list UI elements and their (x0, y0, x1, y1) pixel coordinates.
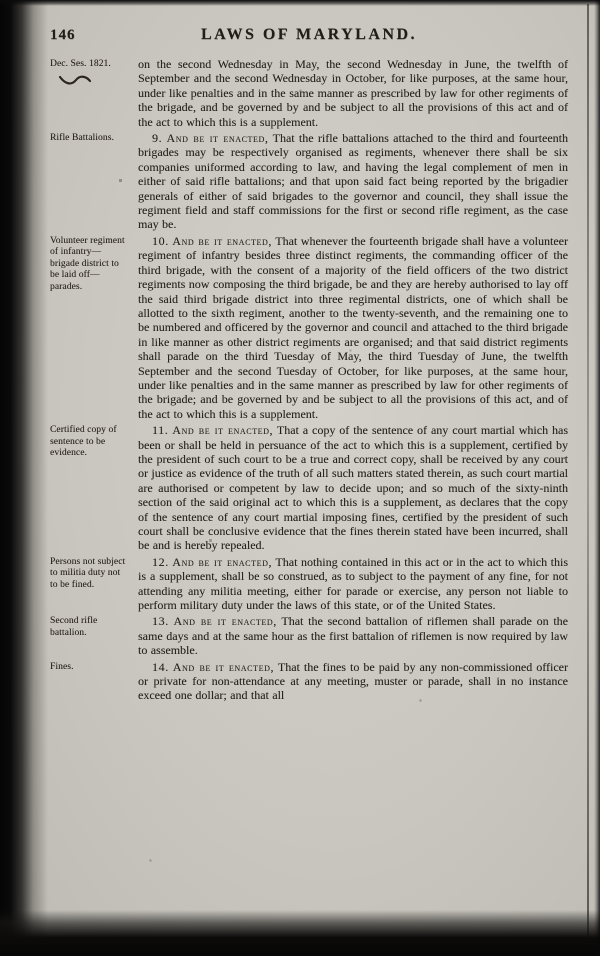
page-header (50, 26, 568, 44)
paragraph-text: That the rifle battalions attached to the third and fourteenth brigades may be respectively organised as regiments, whenever there shall be six companies uniformed according to law, and having the legal complement of men in either of said rifle battalions; and that upon said fact being reported by the brigadier generals of either of said brigades to the governor and council, they shall issue the regiment field and staff commissions for the first or second rifle regiment, as the case may be. (138, 131, 568, 232)
enacting-clause: 10. And be it enacted, (152, 233, 272, 248)
enacting-clause: 9. And be it enacted, (152, 131, 269, 146)
margin-note (50, 234, 138, 421)
paragraph-text: That nothing contained in this act or in the act to which this is a supplement, shall be so construed, as to subject to the payment of any fine, for not attending any militia meeting, either for parade or exercise, any person not liable to perform military duty under the laws of this state, or of the United States. (138, 554, 568, 613)
paragraph-text: on the second Wednesday in May, the second Wednesday in June, the twelfth of September and the second Wednesday in October, for like purposes, at the same hour, under like penalties and in the same manner as prescribed by law for other regiments of the brigade, and be governed by and be subject to all the provisions of this act and of the act to which this is a supplement. (138, 57, 568, 129)
margin-note (50, 131, 138, 232)
margin-note (50, 57, 138, 129)
margin-note-text: Certified copy of sentence to be evidence. (50, 425, 117, 459)
margin-note-text: Fines. (50, 661, 74, 672)
margin-note (50, 614, 138, 657)
statute-section (50, 57, 568, 129)
page-number: 146 (50, 27, 76, 43)
enacting-clause: 12. And be it enacted, (152, 554, 273, 569)
margin-note-text: Volunteer regiment of infantry—brigade district to be laid off—parades. (50, 235, 125, 292)
statute-paragraph (138, 131, 568, 232)
statute-paragraph (138, 57, 568, 129)
statute-paragraph (138, 234, 568, 421)
statute-section (50, 423, 568, 553)
statute-section (50, 131, 568, 232)
margin-note (50, 660, 138, 703)
scan-edge-top (0, 0, 600, 6)
statute-section (50, 660, 568, 703)
margin-note (50, 423, 138, 553)
statute-paragraph (138, 614, 568, 657)
margin-note (50, 555, 138, 613)
statute-paragraph (138, 555, 568, 613)
margin-note-text: Second rifle battalion. (50, 616, 98, 638)
statute-paragraph (138, 423, 568, 553)
paragraph-text: That the fines to be paid by any non-commissioned officer or private for non-attendance at any meeting, muster or parade, shall in no instance exceed one dollar; and that all (138, 659, 569, 703)
flourish-icon (58, 74, 92, 86)
page-edge-line (587, 4, 589, 944)
paragraph-text: That the second battalion of riflemen shall parade on the same days and at the same hour as the first battalion of riflemen is now required by law to assemble. (138, 614, 568, 658)
margin-note-text: Dec. Ses. 1821. (50, 59, 111, 69)
statute-paragraph (138, 660, 568, 703)
paragraph-text: That a copy of the sentence of any court martial which has been or shall be held in persuance of the act to which this is a supplement, certified by the president of such court to be a true and correct copy, shall be received by any court or justice as evidence of the truth of all such matters stated therein, as such court martial are authorised or competent by law to decide upon; and so much of the sixty-ninth section of the said original act to which this is a supplement, as declares that the copy of the sentence of any court martial imposing fines, certified by the president of such court shall be conclusive evidence that the fines therein stated have been incurred, shall be and is hereby repealed. (138, 423, 568, 553)
scan-edge-bottom (0, 910, 600, 956)
margin-note-text: Persons not subject to militia duty not to be fined. (50, 556, 126, 590)
statute-section (50, 614, 568, 657)
statute-section (50, 555, 568, 613)
margin-note-text: Rifle Battalions. (50, 133, 114, 144)
statute-section (50, 234, 568, 421)
scan-edge-right (594, 0, 600, 956)
enacting-clause: 11. And be it enacted, (152, 423, 274, 438)
enacting-clause: 13. And be it enacted, (152, 614, 277, 629)
binding-shadow-left (0, 0, 48, 956)
page-title: LAWS OF MARYLAND. (200, 26, 417, 43)
paragraph-text: That whenever the fourteenth brigade shall have a volunteer regiment of infantry besides three distinct regiments, the commanding officer of the third brigade, with the consent of a majority of the field officers of the two district regiments now composing the third brigade, be and they are hereby authorised to lay off the said third brigade district into three regimental districts, one of which shall be allotted to the sixth regiment, another to the twenty-seventh, and the remaining one to be numbered and officered by the governor and council and attached to the third brigade in like manner as other district regiments are organised; and that said district regiments shall parade on the third Tuesday of May, the third Tuesday of June, the twelfth September and the second Tuesday of October, for like purposes, at the same hour, under like penalties and in the same manner as prescribed by law for other regiments of the brigade; and be governed by and be subject to all the provisions of this act, and of the act to which this is a supplement. (138, 233, 568, 421)
enacting-clause: 14. And be it enacted, (152, 659, 275, 674)
page-content (50, 26, 568, 705)
